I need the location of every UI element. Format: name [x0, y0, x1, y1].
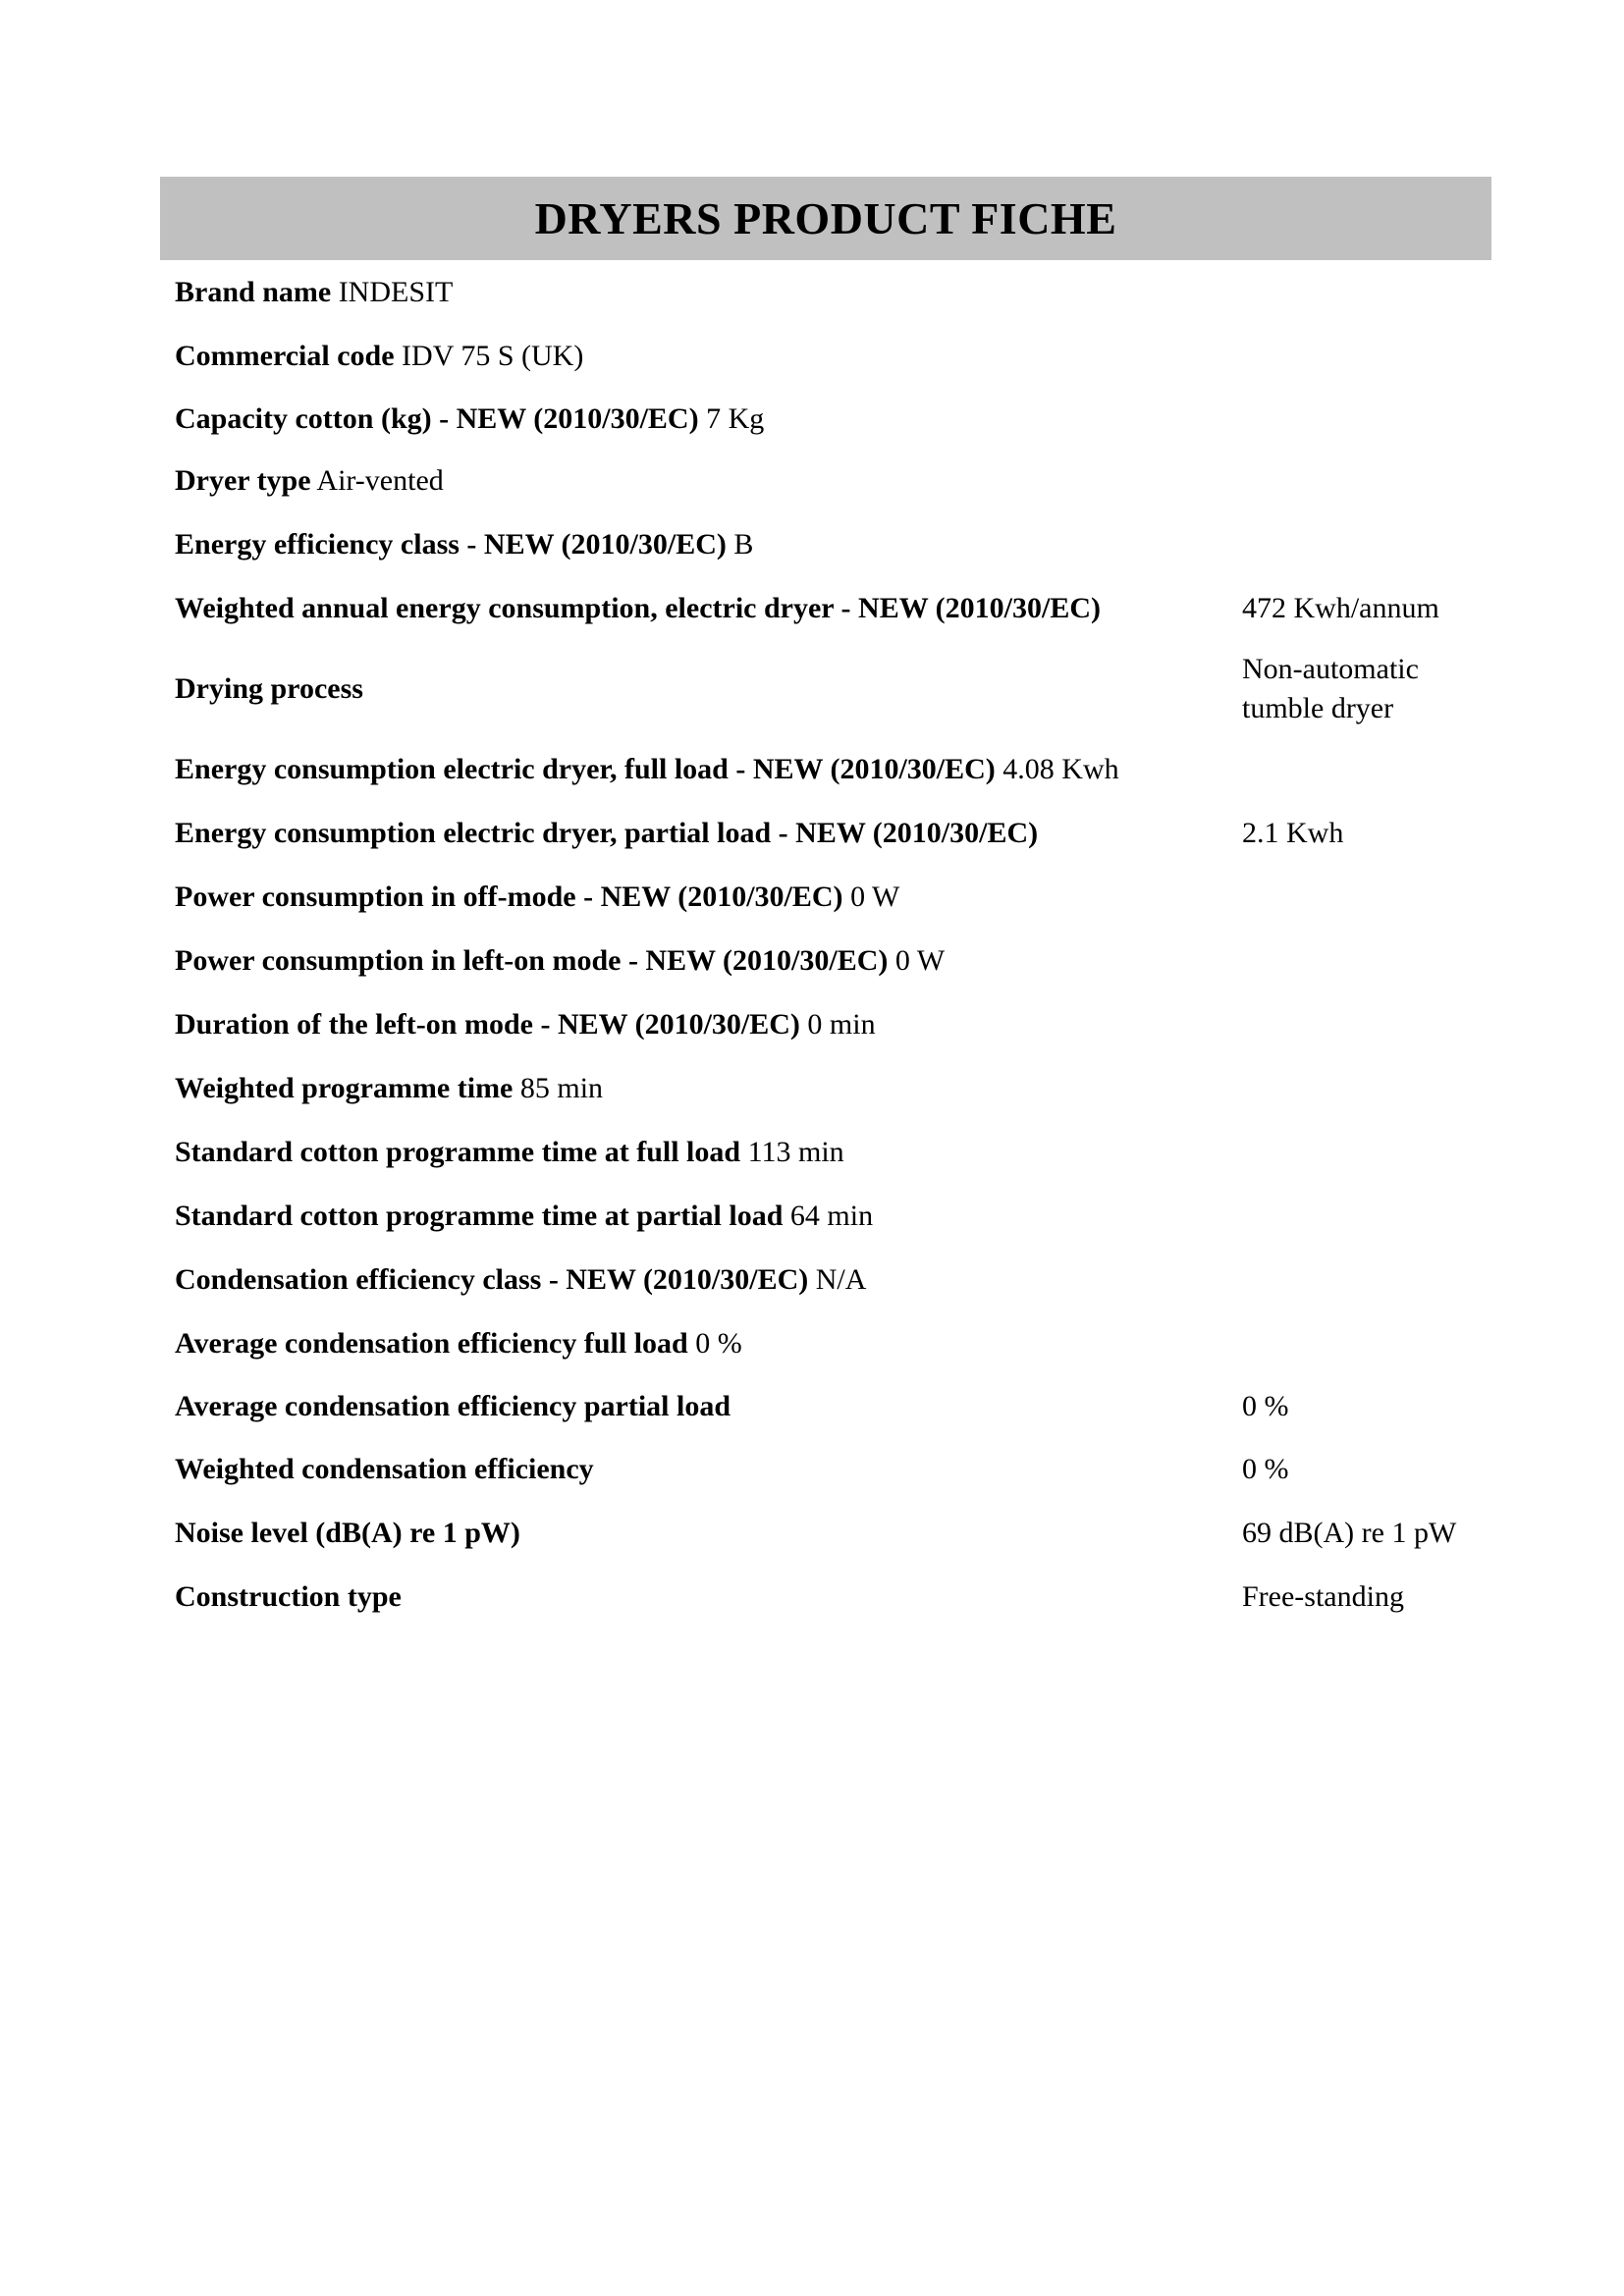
- spec-value: 0 W: [850, 881, 900, 913]
- spec-value-line-1: Non-automatic: [1242, 653, 1419, 685]
- spec-value: 4.08 Kwh: [1002, 753, 1119, 785]
- page-title: DRYERS PRODUCT FICHE: [534, 193, 1117, 243]
- spec-row-capacity-cotton: [175, 400, 1490, 439]
- spec-row-avg-condensation-partial-load: [175, 1387, 1490, 1426]
- spec-row-energy-partial-load: [175, 814, 1490, 853]
- spec-value: N/A: [815, 1263, 867, 1296]
- spec-label: Construction type: [175, 1580, 402, 1613]
- spec-label: Condensation efficiency class - NEW (2010/30/EC): [175, 1263, 809, 1296]
- spec-label: Average condensation efficiency partial load: [175, 1390, 731, 1422]
- spec-row-drying-process: [175, 653, 1490, 724]
- spec-row-cotton-time-partial-load: [175, 1197, 1490, 1236]
- spec-label: Energy consumption electric dryer, full load - NEW (2010/30/EC): [175, 753, 996, 785]
- spec-value-line-2: tumble dryer: [1242, 692, 1394, 724]
- spec-row-condensation-efficiency-class: [175, 1260, 1490, 1300]
- spec-label: Energy consumption electric dryer, partial load - NEW (2010/30/EC): [175, 817, 1039, 849]
- spec-label: Drying process: [175, 672, 363, 705]
- spec-row-commercial-code: [175, 337, 1490, 376]
- title-bar: [160, 177, 1491, 260]
- spec-row-construction-type: [175, 1577, 1490, 1617]
- spec-row-noise-level: [175, 1514, 1490, 1553]
- spec-value: 113 min: [747, 1136, 844, 1168]
- spec-row-duration-left-on-mode: [175, 1005, 1490, 1044]
- spec-value: 0 %: [1242, 1390, 1289, 1422]
- spec-label: Power consumption in off-mode - NEW (2010/30/EC): [175, 881, 843, 913]
- spec-row-weighted-condensation: [175, 1450, 1490, 1489]
- spec-value: 2.1 Kwh: [1242, 817, 1344, 849]
- spec-value: 0 min: [807, 1008, 876, 1041]
- spec-label: Duration of the left-on mode - NEW (2010/30/EC): [175, 1008, 800, 1041]
- spec-row-power-left-on-mode: [175, 941, 1490, 981]
- spec-label: Standard cotton programme time at partial load: [175, 1200, 784, 1232]
- spec-value: 0 W: [894, 944, 946, 977]
- spec-value: 0 %: [1242, 1453, 1289, 1485]
- spec-label: Power consumption in left-on mode - NEW (2010/30/EC): [175, 944, 889, 977]
- spec-label: Noise level (dB(A) re 1 pW): [175, 1517, 520, 1549]
- spec-value: 69 dB(A) re 1 pW: [1242, 1517, 1457, 1549]
- spec-row-dryer-type: [175, 461, 1490, 501]
- spec-row-power-off-mode: [175, 878, 1490, 917]
- spec-value: 472 Kwh/annum: [1242, 592, 1439, 624]
- spec-value: 64 min: [789, 1200, 874, 1232]
- spec-label: Energy efficiency class - NEW (2010/30/EC): [175, 528, 727, 561]
- spec-label: Brand name: [175, 276, 332, 308]
- spec-row-cotton-time-full-load: [175, 1133, 1490, 1172]
- spec-row-avg-condensation-full-load: [175, 1324, 1490, 1363]
- spec-label: Capacity cotton (kg) - NEW (2010/30/EC): [175, 402, 699, 435]
- spec-row-energy-efficiency-class: [175, 525, 1490, 564]
- spec-value-multiline: [1242, 650, 1497, 728]
- spec-label: Weighted programme time: [175, 1072, 514, 1104]
- spec-label: Weighted annual energy consumption, electric dryer - NEW (2010/30/EC): [175, 592, 1102, 624]
- spec-value: Air-vented: [316, 464, 444, 497]
- spec-value: 0 %: [695, 1327, 742, 1360]
- spec-label: Commercial code: [175, 340, 395, 372]
- spec-value: 85 min: [519, 1072, 604, 1104]
- spec-label: Average condensation efficiency full load: [175, 1327, 688, 1360]
- spec-label: Dryer type: [175, 464, 311, 497]
- spec-row-weighted-programme-time: [175, 1069, 1490, 1108]
- spec-row-brand-name: [175, 273, 1490, 312]
- spec-value: B: [733, 528, 754, 561]
- spec-label: Standard cotton programme time at full load: [175, 1136, 741, 1168]
- spec-row-weighted-annual-energy: [175, 589, 1490, 628]
- spec-value: IDV 75 S (UK): [402, 340, 584, 372]
- spec-label: Weighted condensation efficiency: [175, 1453, 594, 1485]
- spec-row-energy-full-load: [175, 750, 1490, 789]
- spec-value: Free-standing: [1242, 1580, 1404, 1613]
- spec-value: 7 Kg: [706, 402, 765, 435]
- spec-value: INDESIT: [338, 276, 454, 308]
